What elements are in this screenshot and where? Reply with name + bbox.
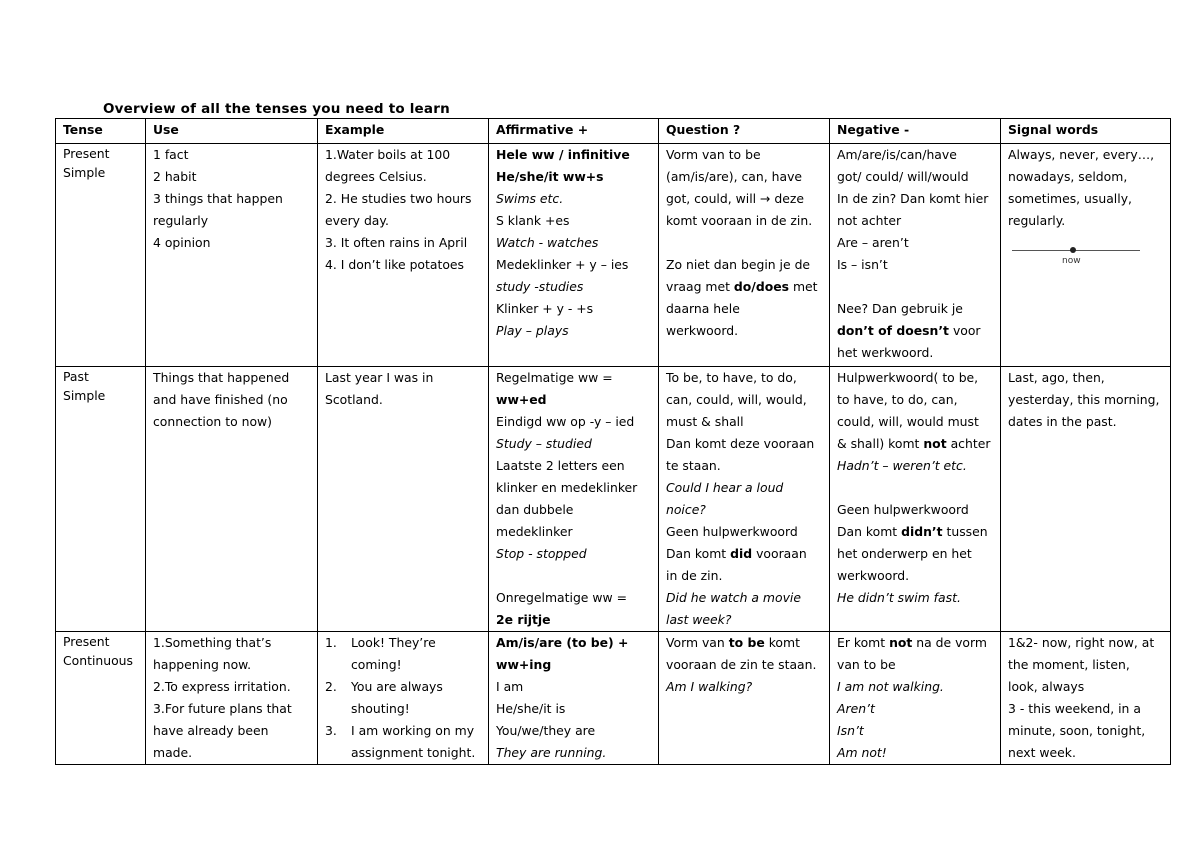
text-line: nowadays, seldom,: [1008, 169, 1128, 184]
timeline-now-dot: [1070, 247, 1076, 253]
text-line: Stop - stopped: [496, 546, 587, 561]
text-line: and have finished (no: [153, 392, 288, 407]
text-line: Study – studied: [496, 436, 592, 451]
text-line: 2 habit: [153, 169, 197, 184]
text-line: Swims etc.: [496, 191, 564, 206]
text-line: daarna hele: [666, 301, 740, 316]
text-fragment: don’t of doesn’t: [837, 323, 949, 338]
header-affirmative: Affirmative +: [489, 119, 659, 144]
list-item: [325, 676, 482, 720]
text-line: minute, soon, tonight,: [1008, 723, 1146, 738]
text-line: made.: [153, 745, 193, 760]
text-line: Vorm van to be: [666, 147, 761, 162]
text-line: They are running.: [496, 745, 607, 760]
text-line: Onregelmatige ww =: [496, 590, 627, 605]
text-line: I am working on my: [351, 723, 475, 738]
timeline-line: [1012, 250, 1140, 251]
list-number: 2.: [325, 679, 337, 694]
text-line: Klinker + y - +s: [496, 301, 594, 316]
text-line: the moment, listen,: [1008, 657, 1130, 672]
text-line: connection to now): [153, 414, 272, 429]
text-line: Aren’t: [837, 701, 875, 716]
row-past-simple: [56, 367, 1171, 632]
text-line: het werkwoord.: [837, 345, 934, 360]
text-line: dan dubbele: [496, 502, 574, 517]
spacer: [666, 232, 823, 254]
text-line: werkwoord.: [666, 323, 739, 338]
text-line: Is – isn’t: [837, 257, 888, 272]
list-item: [325, 632, 482, 676]
text-line: ww+ed: [496, 392, 547, 407]
text-line: He/she/it ww+s: [496, 169, 604, 184]
list-item: [325, 720, 482, 764]
text-line: [666, 188, 823, 210]
tense-name-line: Simple: [63, 165, 106, 180]
text-line: yesterday, this morning,: [1008, 392, 1160, 407]
text-fragment: voor: [952, 323, 981, 338]
text-line: S klank +es: [496, 213, 570, 228]
text-line: Watch - watches: [496, 235, 599, 250]
text-line: Last year I was in: [325, 370, 434, 385]
text-line: [837, 521, 994, 543]
text-line: van to be: [837, 657, 896, 672]
text-line: shouting!: [351, 701, 410, 716]
row-present-continuous: [56, 632, 1171, 765]
text-line: He didn’t swim fast.: [837, 590, 961, 605]
affirmative-cell: [489, 144, 659, 367]
question-cell: [659, 632, 830, 765]
signal-cell: [1001, 144, 1171, 367]
spacer: [496, 565, 652, 587]
text-fragment: komt: [768, 635, 800, 650]
text-line: Medeklinker + y – ies: [496, 257, 629, 272]
text-line: In de zin? Dan komt hier: [837, 191, 989, 206]
text-line: Scotland.: [325, 392, 383, 407]
text-fragment: did: [730, 546, 753, 561]
tense-name-line: Continuous: [63, 653, 133, 668]
text-line: Isn’t: [837, 723, 864, 738]
tense-cell: [56, 144, 146, 367]
tense-name-line: Simple: [63, 388, 106, 403]
negative-cell: [830, 144, 1001, 367]
text-line: 3.For future plans that: [153, 701, 292, 716]
text-line: every day.: [325, 213, 389, 228]
signal-cell: [1001, 632, 1171, 765]
text-fragment: Vorm van: [666, 635, 725, 650]
text-line: Dan komt deze vooraan: [666, 436, 815, 451]
text-line: coming!: [351, 657, 402, 672]
text-line: Geen hulpwerkwoord: [837, 502, 969, 517]
tense-name-line: Present: [63, 146, 110, 161]
text-line: could, will, would must: [837, 414, 979, 429]
text-line: [666, 632, 823, 654]
text-line: Regelmatige ww =: [496, 370, 613, 385]
text-line: Always, never, every…,: [1008, 147, 1155, 162]
timeline-diagram: [1008, 244, 1140, 284]
text-line: You/we/they are: [496, 723, 596, 738]
text-fragment: na de vorm: [916, 635, 987, 650]
text-line: Could I hear a loud: [666, 480, 784, 495]
text-line: Geen hulpwerkwoord: [666, 524, 798, 539]
text-line: 4 opinion: [153, 235, 211, 250]
text-fragment: got, could, will: [666, 191, 757, 206]
text-fragment: Dan komt: [837, 524, 898, 539]
header-question: Question ?: [659, 119, 830, 144]
text-fragment: not: [923, 436, 947, 451]
example-cell: [318, 144, 489, 367]
header-example: Example: [318, 119, 489, 144]
text-line: noice?: [666, 502, 706, 517]
text-fragment: Er komt: [837, 635, 886, 650]
question-cell: [659, 367, 830, 632]
row-present-simple: [56, 144, 1171, 367]
text-line: 2e rijtje: [496, 612, 551, 627]
signal-cell: [1001, 367, 1171, 632]
text-fragment: & shall) komt: [837, 436, 920, 451]
tense-cell: [56, 367, 146, 632]
text-line: Play – plays: [496, 323, 569, 338]
text-line: 3 - this weekend, in a: [1008, 701, 1141, 716]
tense-cell: [56, 632, 146, 765]
text-line: [837, 632, 994, 654]
text-line: in de zin.: [666, 568, 723, 583]
text-line: 1&2- now, right now, at: [1008, 635, 1155, 650]
text-line: 3 things that happen: [153, 191, 283, 206]
text-fragment: tussen: [946, 524, 988, 539]
page-title: Overview of all the tenses you need to learn: [103, 101, 450, 117]
text-line: klinker en medeklinker: [496, 480, 638, 495]
text-line: 1.Something that’s: [153, 635, 272, 650]
text-fragment: met: [792, 279, 818, 294]
text-line: Look! They’re: [351, 635, 436, 650]
text-line: happening now.: [153, 657, 252, 672]
text-line: To be, to have, to do,: [666, 370, 797, 385]
use-cell: [146, 144, 318, 367]
text-line: ww+ing: [496, 657, 552, 672]
header-signal-words: Signal words: [1001, 119, 1171, 144]
example-cell: [318, 367, 489, 632]
text-line: got/ could/ will/would: [837, 169, 969, 184]
text-line: He/she/it is: [496, 701, 566, 716]
text-line: Hadn’t – weren’t etc.: [837, 458, 967, 473]
text-line: Zo niet dan begin je de: [666, 257, 811, 272]
text-line: Things that happened: [153, 370, 290, 385]
text-line: Am/is/are (to be) +: [496, 635, 629, 650]
text-line: Hele ww / infinitive: [496, 147, 630, 162]
text-line: 1 fact: [153, 147, 189, 162]
text-line: [837, 320, 994, 342]
text-line: Are – aren’t: [837, 235, 909, 250]
text-line: Am not!: [837, 745, 887, 760]
header-tense: Tense: [56, 119, 146, 144]
list-number: 3.: [325, 723, 337, 738]
text-line: Nee? Dan gebruik je: [837, 301, 963, 316]
text-fragment: vooraan: [756, 546, 807, 561]
text-line: [666, 276, 823, 298]
text-line: vooraan de zin te staan.: [666, 657, 817, 672]
text-line: I am: [496, 679, 524, 694]
affirmative-cell: [489, 632, 659, 765]
text-line: Did he watch a movie: [666, 590, 801, 605]
text-line: Am I walking?: [666, 679, 753, 694]
header-use: Use: [146, 119, 318, 144]
text-fragment: vraag met: [666, 279, 730, 294]
text-fragment: deze: [774, 191, 804, 206]
text-line: Am/are/is/can/have: [837, 147, 957, 162]
affirmative-cell: [489, 367, 659, 632]
text-line: next week.: [1008, 745, 1076, 760]
text-line: can, could, will, would,: [666, 392, 807, 407]
use-cell: [146, 632, 318, 765]
text-line: not achter: [837, 213, 902, 228]
text-line: dates in the past.: [1008, 414, 1117, 429]
text-line: sometimes, usually,: [1008, 191, 1132, 206]
negative-cell: [830, 632, 1001, 765]
tense-name-line: Present: [63, 634, 110, 649]
text-fragment: to be: [728, 635, 765, 650]
text-line: 2. He studies two hours: [325, 191, 472, 206]
question-cell: [659, 144, 830, 367]
text-line: have already been: [153, 723, 269, 738]
text-fragment: didn’t: [901, 524, 943, 539]
text-line: 4. I don’t like potatoes: [325, 257, 464, 272]
text-line: medeklinker: [496, 524, 573, 539]
header-row: [56, 119, 1171, 144]
example-cell: [318, 632, 489, 765]
text-line: regularly.: [1008, 213, 1066, 228]
arrow-right-icon: →: [760, 191, 771, 206]
text-line: I am not walking.: [837, 679, 944, 694]
text-line: look, always: [1008, 679, 1085, 694]
text-fragment: Dan komt: [666, 546, 727, 561]
text-line: degrees Celsius.: [325, 169, 427, 184]
tenses-table: [55, 118, 1171, 765]
text-line: to have, to do, can,: [837, 392, 958, 407]
text-line: assignment tonight.: [351, 745, 476, 760]
text-line: regularly: [153, 213, 209, 228]
text-line: You are always: [351, 679, 443, 694]
text-line: te staan.: [666, 458, 721, 473]
text-line: (am/is/are), can, have: [666, 169, 803, 184]
text-line: [666, 543, 823, 565]
tense-name-line: Past: [63, 369, 89, 384]
use-cell: [146, 367, 318, 632]
text-line: 2.To express irritation.: [153, 679, 291, 694]
timeline-now-label: now: [1062, 256, 1081, 266]
text-line: Laatste 2 letters een: [496, 458, 625, 473]
text-fragment: not: [889, 635, 913, 650]
negative-cell: [830, 367, 1001, 632]
text-line: 3. It often rains in April: [325, 235, 468, 250]
text-fragment: achter: [950, 436, 991, 451]
text-line: Eindigd ww op -y – ied: [496, 414, 635, 429]
text-line: last week?: [666, 612, 732, 627]
example-list: [325, 632, 482, 764]
text-line: het onderwerp en het: [837, 546, 972, 561]
text-line: 1.Water boils at 100: [325, 147, 451, 162]
text-line: Hulpwerkwoord( to be,: [837, 370, 979, 385]
header-negative: Negative -: [830, 119, 1001, 144]
text-line: komt vooraan in de zin.: [666, 213, 813, 228]
text-line: werkwoord.: [837, 568, 910, 583]
text-line: [837, 433, 994, 455]
text-line: Last, ago, then,: [1008, 370, 1105, 385]
text-line: study -studies: [496, 279, 584, 294]
text-line: must & shall: [666, 414, 744, 429]
list-number: 1.: [325, 635, 337, 650]
spacer: [837, 276, 994, 298]
spacer: [837, 477, 994, 499]
text-fragment: do/does: [733, 279, 789, 294]
